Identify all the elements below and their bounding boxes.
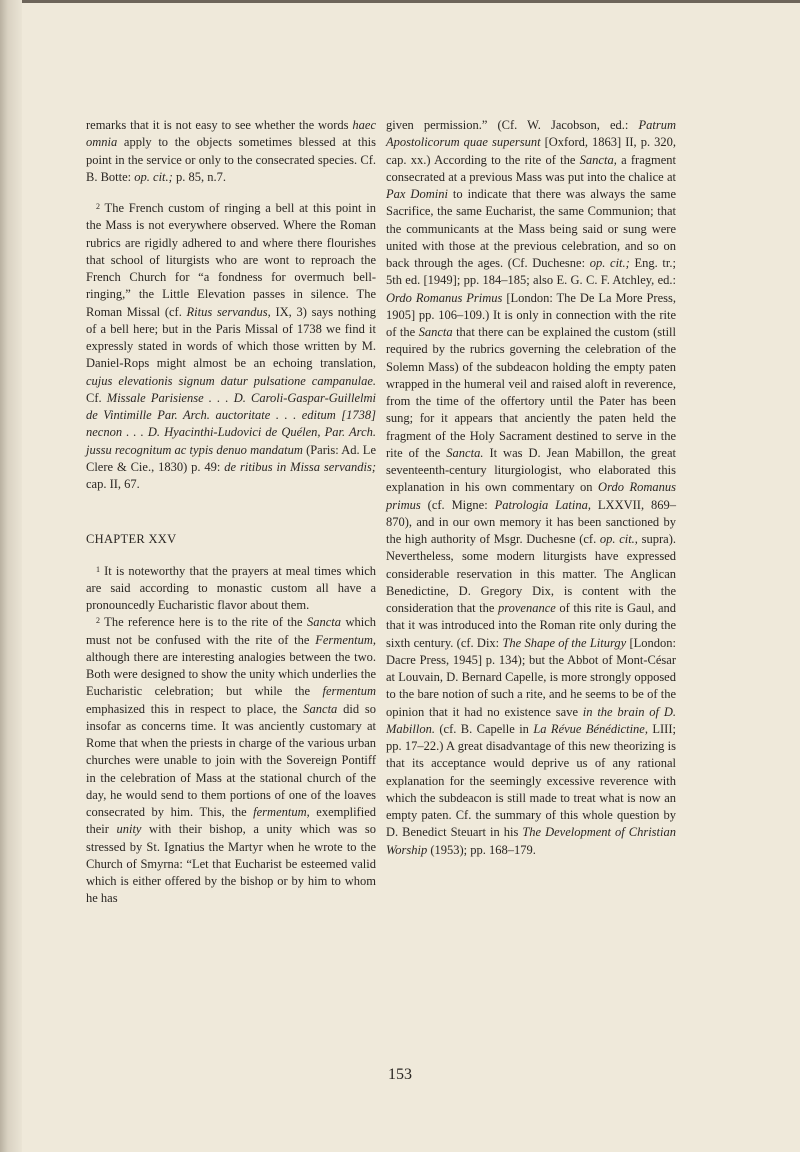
text-run: exemplified their bbox=[86, 805, 376, 837]
text-run: although there are interesting analogies between the two. Both were designed to show the unity which underlies the Eucharistic celebration; but while the bbox=[86, 649, 376, 699]
text-run: did so insofar as concerns time. It was anciently customary at Rome that when the priests in charge of the various urban churches were unable to join with the Sovereign Pontiff in the celebration of Mass at the stational church of the day, he would send to them portions of one of the loaves consecrated by him. This, the bbox=[86, 701, 377, 819]
text-run: (Paris: Ad. Le Clere & Cie., 1830) p. 49: bbox=[86, 442, 376, 474]
text-run: (1953); pp. 168–179. bbox=[427, 842, 536, 857]
text-run: (cf. Migne: bbox=[420, 497, 495, 512]
text-run: emphasized this in respect to place, the bbox=[86, 701, 304, 716]
italic-run: de ritibus in Missa servandis; bbox=[224, 459, 376, 474]
text-run: LXXVII, 869–870), and in our own memory it has been sanctioned by the high authority of Msgr. Duchesne (cf. bbox=[386, 497, 677, 546]
italic-run: Ordo Romanus primus bbox=[386, 480, 676, 512]
text-run: supra). Nevertheless, some modern liturgists have expressed considerable reservation in this matter. The Anglican Benedictine, D. Gregory Dix, is content with the consideration that the bbox=[386, 532, 676, 615]
italic-run: The Shape of the Liturgy bbox=[502, 635, 627, 650]
italic-run: haec omnia bbox=[86, 118, 376, 150]
page-number: 153 bbox=[388, 1066, 412, 1083]
italic-run: Ritus servandus, bbox=[186, 304, 271, 319]
text-run: (cf. B. Capelle in bbox=[434, 721, 534, 736]
text-run: [Oxford, 1863] II, p. 320, cap. xx.) According to the rite of the bbox=[386, 135, 676, 167]
italic-run: Pax Domini bbox=[386, 187, 448, 201]
italic-run: Patrologia Latina, bbox=[494, 497, 591, 512]
text-run: to indicate that there was always the same Sacrifice, the same Eucharist, the same Communion; that the communicants at the Mass being said or sung were united with those at the previous celebration, and so on back through the ages. (Cf. Duchesne: bbox=[386, 187, 676, 270]
italic-run: provenance bbox=[497, 601, 556, 615]
chapter-footnote-1 bbox=[86, 563, 376, 615]
chapter-footnote-2 bbox=[86, 614, 376, 907]
text-run: Eng. tr.; 5th ed. [1949]; pp. 184–185; also E. G. C. F. Atchley, ed.: bbox=[386, 256, 676, 288]
italic-run: The Development of Christian Worship bbox=[386, 825, 676, 857]
book-gutter-shadow bbox=[0, 0, 22, 1152]
text-run: remarks that it is not easy to see whether the words bbox=[86, 118, 353, 132]
italic-run: Sancta bbox=[303, 701, 338, 716]
italic-run: cujus elevationis signum datur pulsatione campanulae. bbox=[86, 373, 376, 388]
text-run: IX, 3) says nothing of a bell here; but in the Paris Missal of 1738 we find it expressly stated in words of which those written by M. Daniel-Rops might almost be an echoing translation, bbox=[86, 304, 377, 371]
italic-run: Missale Parisiense . . . D. Caroli-Gaspar-Guillelmi de Vintimille Par. Arch. auctoritate . . . editum [1738] necnon . . . D. Hyacinthi-Ludovici de Quélen, Par. Arch. jussu recognitum ac typis denuo mandatum bbox=[86, 390, 376, 457]
italic-run: Sancta bbox=[418, 325, 453, 339]
italic-run: fermentum, bbox=[253, 805, 310, 819]
text-run: cap. II, 67. bbox=[86, 477, 140, 491]
text-run: of this rite is Gaul, and that it was introduced into the Roman rite only during the sixth century. (cf. Dix: bbox=[386, 601, 676, 650]
text-run: It was D. Jean Mabillon, the great seventeenth-century liturgiologist, who elaborated this explanation in his own commentary on bbox=[386, 445, 676, 495]
footnote-2 bbox=[86, 200, 376, 493]
text-run: a fragment consecrated at a previous Mass was put into the chalice at bbox=[386, 152, 676, 184]
text-run: given permission.” (Cf. W. Jacobson, ed.: bbox=[386, 118, 639, 132]
text-run: The French custom of ringing a bell at this point in the Mass is not everywhere observed. Where the Roman rubrics are rigidly adhered to and where there flourishes that school of liturgists who are wont to reproach the French Church for “a fondness for overmuch bell-ringing,” the Little Elevation passes in silence. The Roman Missal (cf. bbox=[86, 201, 376, 319]
text-run: apply to the objects sometimes blessed at this point in the service or only to the consecrated species. Cf. B. Botte: bbox=[86, 135, 376, 184]
text-run: which must not be confused with the rite of the bbox=[86, 615, 376, 647]
italic-run: op. cit.; bbox=[134, 169, 173, 184]
text-run: [London: Dacre Press, 1945] p. 134); but the Abbot of Mont-César at Louvain, D. Bernard Capelle, is more strongly opposed to the bare notion of such a rite, and he seems to be of the opinion that it had no existence save bbox=[386, 635, 676, 719]
italic-run: op. cit., bbox=[599, 532, 638, 546]
italic-run: Ordo Romanus Primus bbox=[386, 290, 503, 305]
text-run: LIII; pp. 17–22.) A great disadvantage of this new theorizing is that its acceptance would deprive us of any rational explanation for the seemingly excessive reverence with which the subdeacon is still made to treat what is now an empty paten. Cf. the summary of this whole question by D. Benedict Steuart in his bbox=[386, 721, 676, 840]
italic-run: Patrum Apostolicorum quae supersunt bbox=[386, 118, 676, 150]
text-run: Cf. bbox=[86, 390, 107, 405]
footnote-continuation bbox=[86, 117, 376, 186]
italic-run: Sancta. bbox=[446, 445, 484, 460]
italic-run: op. cit.; bbox=[589, 256, 630, 270]
text-run: p. 85, n.7. bbox=[172, 169, 226, 184]
text-run: with their bishop, a unity which was so stressed by St. Ignatius the Martyr when he wrote to the Church of Smyrna: “Let that Eucharist be esteemed valid which is either offered by the bishop or by him to whom he has bbox=[86, 822, 376, 906]
footnote-marker: 2 bbox=[96, 202, 100, 211]
italic-run: Sancta, bbox=[579, 152, 617, 167]
footnote-marker: 1 bbox=[96, 564, 100, 574]
text-run: that there can be explained the custom (still required by the rubrics governing the celebration of the Solemn Mass) of the subdeacon holding the empty paten wrapped in the humeral veil and raised aloft in reverence, from the time of the offertory until the Pater has been sung; for it appears that anciently the paten held the fragment of the Holy Sacrament destined to serve in the rite of the bbox=[386, 325, 676, 460]
text-run: The reference here is to the rite of the bbox=[100, 615, 307, 630]
italic-run: Fermentum, bbox=[315, 632, 376, 647]
italic-run: unity bbox=[116, 822, 142, 837]
italic-run: Sancta bbox=[307, 615, 342, 630]
left-column bbox=[86, 117, 376, 908]
italic-run: fermentum bbox=[322, 684, 376, 699]
footnote-2-continuation bbox=[386, 117, 676, 859]
text-run: [London: The De La More Press, 1905] pp. 106–109.) It is only in connection with the rite of the bbox=[386, 290, 676, 339]
footnote-marker: 2 bbox=[96, 616, 100, 626]
italic-run: in the brain of D. Mabillon. bbox=[386, 704, 676, 736]
text-run: It is noteworthy that the prayers at meal times which are said according to monastic custom all have a pronouncedly Eucharistic flavor about them. bbox=[86, 563, 376, 612]
page-top-edge bbox=[0, 0, 800, 3]
chapter-heading: CHAPTER XXV bbox=[86, 532, 177, 547]
right-column bbox=[386, 117, 676, 859]
italic-run: La Révue Bénédictine, bbox=[533, 721, 648, 736]
